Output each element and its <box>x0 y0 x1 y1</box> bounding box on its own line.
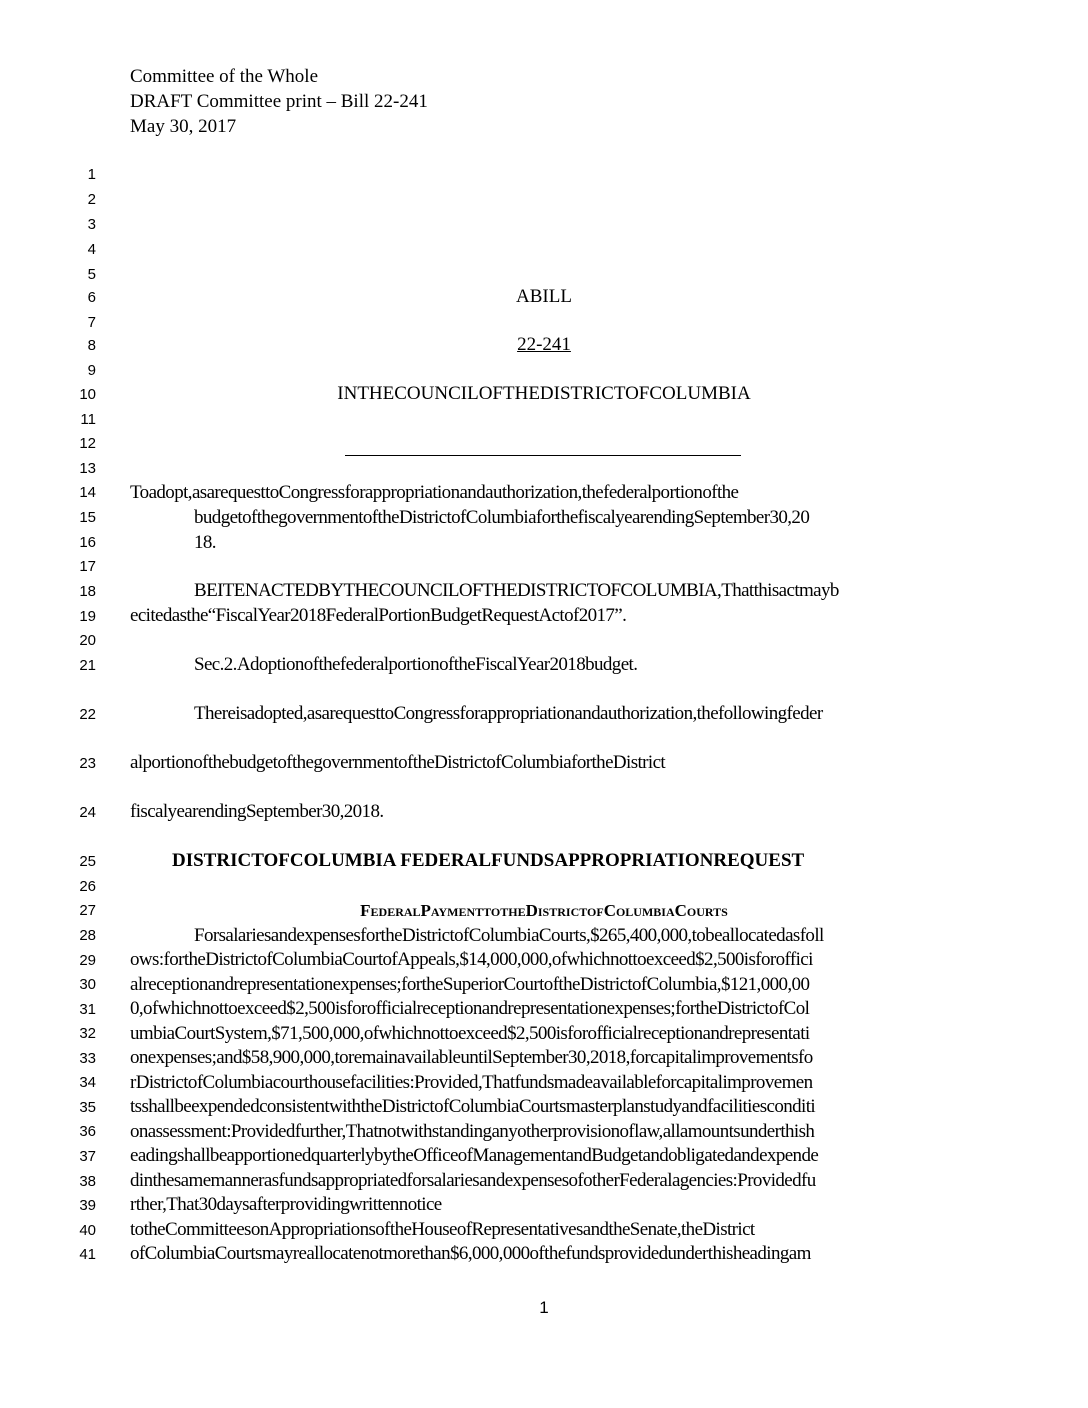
body-line: ForsalariesandexpensesfortheDistrictofColumbiaCourts,$265,400,000,tobeallocatedasfoll <box>194 925 824 946</box>
line-number: 12 <box>79 435 96 452</box>
document-header <box>130 64 428 139</box>
body-line: 0,ofwhichnottoexceed$2,500isforofficialreceptionandrepresentationexpenses;fortheDistrictofCol <box>130 998 810 1019</box>
body-line: dinthesamemannerasfundsappropriatedforsalariesandexpensesofotherFederalagencies:Providedfu <box>130 1170 816 1191</box>
long-title-line: budgetofthegovernmentoftheDistrictofColumbiaforthefiscalyearendingSeptember30,20 <box>194 507 810 528</box>
section-text-line: alportionofthebudgetofthegovernmentoftheDistrictofColumbiafortheDistrict <box>130 752 666 773</box>
line-number: 13 <box>79 460 96 477</box>
federal-payment-heading: FederalPaymenttotheDistrictofColumbiaCourts <box>360 901 728 920</box>
line-number: 26 <box>79 878 96 895</box>
line-number: 34 <box>79 1074 96 1091</box>
header-date: May 30, 2017 <box>130 116 237 137</box>
line-number: 31 <box>79 1001 96 1018</box>
bill-number-text: 22-241 <box>517 334 571 355</box>
body-line: tsshallbeexpendedconsistentwiththeDistrictofColumbiaCourtsmasterplanstudyandfacilitiesconditi <box>130 1096 816 1117</box>
line-number: 32 <box>79 1025 96 1042</box>
line-number: 36 <box>79 1123 96 1140</box>
line-number: 25 <box>79 853 96 870</box>
header-committee: Committee of the Whole <box>130 66 319 87</box>
line-number: 17 <box>79 558 96 575</box>
body-line: onassessment:Providedfurther,Thatnotwithstandinganyotherprovisionoflaw,allamountsunderthish <box>130 1121 815 1142</box>
enacting-clause-line: ecitedasthe“FiscalYear2018FederalPortionBudgetRequestActof2017”. <box>130 605 627 626</box>
line-number: 5 <box>87 266 96 283</box>
appropriation-request-heading: DISTRICTOFCOLUMBIA FEDERALFUNDSAPPROPRIATIONREQUEST <box>172 850 805 871</box>
line-number: 20 <box>79 632 96 649</box>
line-number: 38 <box>79 1173 96 1190</box>
bill-label: ABILL <box>516 286 572 307</box>
line-number: 21 <box>79 657 96 674</box>
line-number: 29 <box>79 952 96 969</box>
line-number: 24 <box>79 804 96 821</box>
line-number: 41 <box>79 1246 96 1263</box>
line-number: 16 <box>79 534 96 551</box>
line-number: 8 <box>87 337 96 354</box>
line-number: 22 <box>79 706 96 723</box>
bill-number <box>130 334 958 356</box>
title-separator-rule <box>345 455 741 456</box>
page-number: 1 <box>539 1298 549 1317</box>
line-number: 23 <box>79 755 96 772</box>
long-title-line: 18. <box>194 532 216 553</box>
body-line: alreceptionandrepresentationexpenses;fortheSuperiorCourtoftheDistrictofColumbia,$121,000,00 <box>130 974 810 995</box>
line-number: 7 <box>87 314 96 331</box>
section-text-line: fiscalyearendingSeptember30,2018. <box>130 801 384 822</box>
section-heading: Sec.2.AdoptionofthefederalportionoftheFiscalYear2018budget. <box>194 654 638 675</box>
body-line: ofColumbiaCourtsmayreallocatenotmorethan$6,000,000ofthefundsprovidedunderthisheadingam <box>130 1243 811 1264</box>
body-line: rDistrictofColumbiacourthousefacilities:Provided,Thatfundsmadeavailableforcapitalimprovemen <box>130 1072 813 1093</box>
line-number: 33 <box>79 1050 96 1067</box>
line-number: 27 <box>79 902 96 919</box>
line-number: 3 <box>87 216 96 233</box>
line-number: 37 <box>79 1148 96 1165</box>
body-line: totheCommitteesonAppropriationsoftheHouseofRepresentativesandtheSenate,theDistrict <box>130 1219 755 1240</box>
line-number: 19 <box>79 608 96 625</box>
body-line: eadingshallbeapportionedquarterlybytheOfficeofManagementandBudgetandobligatedandexpende <box>130 1145 819 1166</box>
line-number: 1 <box>87 166 96 183</box>
line-number: 15 <box>79 509 96 526</box>
body-line: ows:fortheDistrictofColumbiaCourtofAppeals,$14,000,000,ofwhichnottoexceed$2,500isforoffici <box>130 949 813 970</box>
line-number: 30 <box>79 976 96 993</box>
enacting-clause-line: BEITENACTEDBYTHECOUNCILOFTHEDISTRICTOFCOLUMBIA,Thatthisactmayb <box>194 580 839 601</box>
body-line: rther,That30daysafterprovidingwrittennotice <box>130 1194 442 1215</box>
line-number: 18 <box>79 583 96 600</box>
line-number: 39 <box>79 1197 96 1214</box>
line-number: 40 <box>79 1222 96 1239</box>
line-number: 35 <box>79 1099 96 1116</box>
line-number: 28 <box>79 927 96 944</box>
body-line: umbiaCourtSystem,$71,500,000,ofwhichnottoexceed$2,500isforofficialreceptionandrepresentati <box>130 1023 810 1044</box>
section-text-line: Thereisadopted,asarequesttoCongressforappropriationandauthorization,thefollowingfeder <box>194 703 823 724</box>
line-number: 14 <box>79 484 96 501</box>
header-draft-print: DRAFT Committee print – Bill 22-241 <box>130 91 428 112</box>
line-number: 11 <box>80 411 96 428</box>
body-line: onexpenses;and$58,900,000,toremainavailableuntilSeptember30,2018,forcapitalimprovementsfo <box>130 1047 813 1068</box>
long-title-line: Toadopt,asarequesttoCongressforappropriationandauthorization,thefederalportionofthe <box>130 482 739 503</box>
council-heading: INTHECOUNCILOFTHEDISTRICTOFCOLUMBIA <box>337 383 751 404</box>
line-number: 6 <box>87 289 96 306</box>
line-number: 4 <box>87 241 96 258</box>
line-number: 9 <box>87 362 96 379</box>
line-number: 2 <box>87 191 96 208</box>
line-number: 10 <box>79 386 96 403</box>
